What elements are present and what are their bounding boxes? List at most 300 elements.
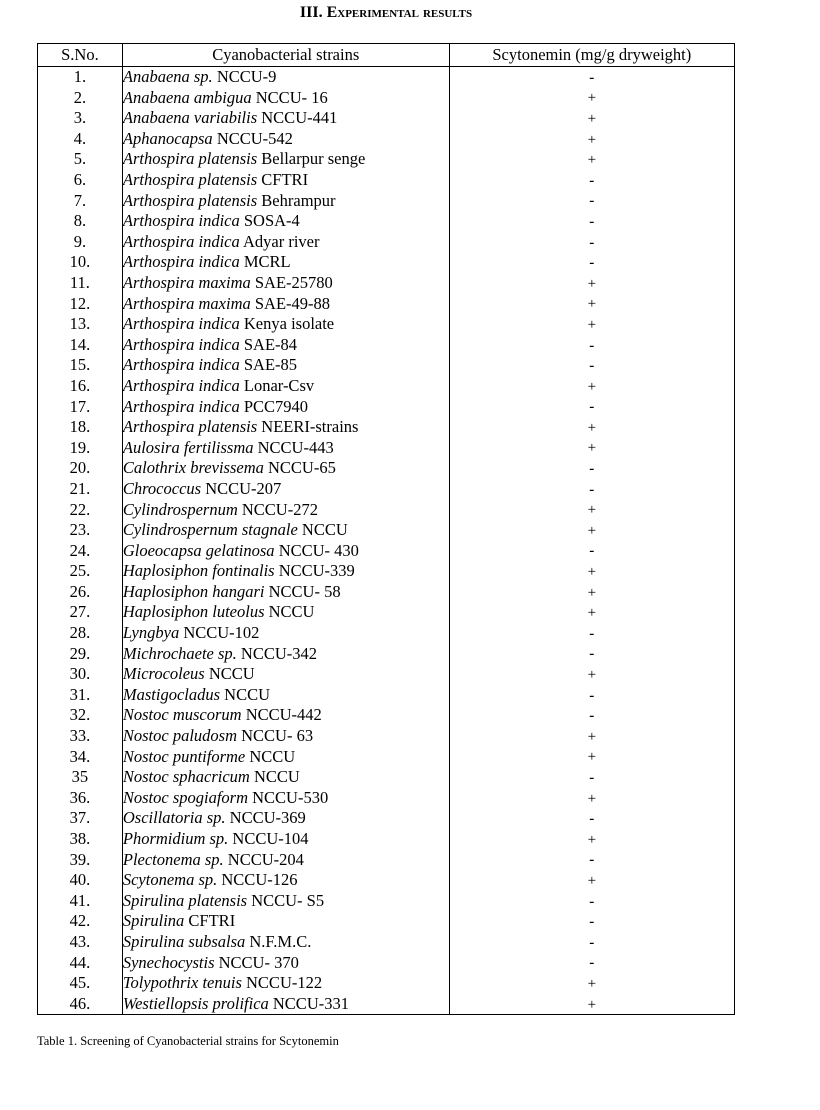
strain-identifier: NCCU-443 bbox=[253, 437, 334, 457]
positive-result: + bbox=[587, 996, 597, 1013]
row-sno: 6. bbox=[38, 170, 123, 191]
strain-identifier: NCCU-102 bbox=[179, 623, 260, 643]
negative-result: - bbox=[589, 687, 595, 704]
row-sno: 41. bbox=[38, 891, 123, 912]
row-strain bbox=[122, 499, 449, 520]
strain-identifier: NCCU-126 bbox=[217, 870, 298, 890]
row-strain bbox=[122, 170, 449, 191]
negative-result: - bbox=[589, 625, 595, 642]
table-row bbox=[38, 273, 735, 294]
row-strain bbox=[122, 705, 449, 726]
positive-result: + bbox=[587, 728, 597, 745]
row-sno: 43. bbox=[38, 932, 123, 953]
table-row bbox=[38, 499, 735, 520]
table-row bbox=[38, 191, 735, 212]
row-strain bbox=[122, 726, 449, 747]
strain-identifier: NCCU- 63 bbox=[237, 726, 314, 746]
positive-result: + bbox=[587, 790, 597, 807]
positive-result: + bbox=[587, 522, 597, 539]
row-scytonemin-result bbox=[449, 561, 734, 582]
row-sno: 24. bbox=[38, 541, 123, 562]
table-row bbox=[38, 479, 735, 500]
strain-species-name: Arthospira maxima bbox=[122, 272, 251, 292]
table-row bbox=[38, 397, 735, 418]
positive-result: + bbox=[587, 296, 597, 313]
strain-identifier: NCCU bbox=[297, 520, 348, 540]
row-strain bbox=[122, 479, 449, 500]
table-row bbox=[38, 973, 735, 994]
table-header-row bbox=[38, 44, 735, 67]
row-strain bbox=[122, 623, 449, 644]
negative-result: - bbox=[589, 893, 595, 910]
negative-result: - bbox=[589, 708, 595, 725]
row-strain bbox=[122, 88, 449, 109]
table-row bbox=[38, 252, 735, 273]
strain-species-name: Spirulina bbox=[122, 911, 185, 931]
table-row bbox=[38, 294, 735, 315]
strain-species-name: Gloeocapsa gelatinosa bbox=[122, 540, 275, 560]
row-scytonemin-result bbox=[449, 891, 734, 912]
table-row bbox=[38, 932, 735, 953]
row-strain bbox=[122, 252, 449, 273]
row-scytonemin-result bbox=[449, 726, 734, 747]
negative-result: - bbox=[589, 213, 595, 230]
row-sno: 35 bbox=[38, 767, 123, 788]
negative-result: - bbox=[589, 193, 595, 210]
positive-result: + bbox=[587, 872, 597, 889]
table-body bbox=[38, 67, 735, 1015]
row-scytonemin-result bbox=[449, 582, 734, 603]
table-row bbox=[38, 788, 735, 809]
strain-species-name: Lyngbya bbox=[122, 623, 180, 643]
strain-species-name: Synechocystis bbox=[122, 952, 215, 972]
row-scytonemin-result bbox=[449, 67, 734, 88]
strain-species-name: Arthospira indica bbox=[122, 334, 240, 354]
row-scytonemin-result bbox=[449, 191, 734, 212]
table-row bbox=[38, 829, 735, 850]
table-row bbox=[38, 458, 735, 479]
row-scytonemin-result bbox=[449, 664, 734, 685]
row-scytonemin-result bbox=[449, 499, 734, 520]
row-strain bbox=[122, 891, 449, 912]
table-row bbox=[38, 376, 735, 397]
row-strain bbox=[122, 335, 449, 356]
strain-species-name: Spirulina subsalsa bbox=[122, 931, 246, 951]
header-scytonemin: Scytonemin (mg/g dryweight) bbox=[449, 44, 734, 67]
strain-identifier: NCCU-542 bbox=[212, 128, 293, 148]
row-sno: 44. bbox=[38, 953, 123, 974]
row-scytonemin-result bbox=[449, 170, 734, 191]
row-sno: 12. bbox=[38, 294, 123, 315]
strain-species-name: Arthospira platensis bbox=[122, 149, 258, 169]
row-strain bbox=[122, 767, 449, 788]
strain-identifier: NCCU-442 bbox=[241, 705, 322, 725]
strain-species-name: Oscillatoria sp. bbox=[122, 808, 226, 828]
table-row bbox=[38, 685, 735, 706]
row-sno: 23. bbox=[38, 520, 123, 541]
strain-species-name: Microcoleus bbox=[122, 664, 205, 684]
strain-identifier: Behrampur bbox=[257, 190, 336, 210]
table-row bbox=[38, 891, 735, 912]
row-strain bbox=[122, 67, 449, 88]
row-sno: 26. bbox=[38, 582, 123, 603]
row-sno: 36. bbox=[38, 788, 123, 809]
positive-result: + bbox=[587, 316, 597, 333]
negative-result: - bbox=[589, 955, 595, 972]
strain-species-name: Nostoc sphacricum bbox=[122, 767, 250, 787]
strain-identifier: NCCU-331 bbox=[268, 993, 349, 1013]
negative-result: - bbox=[589, 769, 595, 786]
row-sno: 30. bbox=[38, 664, 123, 685]
negative-result: - bbox=[589, 69, 595, 86]
row-strain bbox=[122, 644, 449, 665]
strain-species-name: Nostoc spogiaform bbox=[122, 787, 248, 807]
row-scytonemin-result bbox=[449, 767, 734, 788]
strain-species-name: Anabaena sp. bbox=[122, 67, 213, 87]
row-strain bbox=[122, 314, 449, 335]
row-sno: 9. bbox=[38, 232, 123, 253]
positive-result: + bbox=[587, 584, 597, 601]
row-scytonemin-result bbox=[449, 994, 734, 1015]
row-strain bbox=[122, 417, 449, 438]
strain-species-name: Arthospira platensis bbox=[122, 170, 258, 190]
table-row bbox=[38, 953, 735, 974]
negative-result: - bbox=[589, 934, 595, 951]
row-sno: 8. bbox=[38, 211, 123, 232]
table-row bbox=[38, 623, 735, 644]
table-row bbox=[38, 417, 735, 438]
strain-identifier: NCCU bbox=[264, 602, 315, 622]
row-strain bbox=[122, 211, 449, 232]
strain-species-name: Arthospira indica bbox=[122, 231, 240, 251]
strain-species-name: Cylindrospernum bbox=[122, 499, 238, 519]
negative-result: - bbox=[589, 461, 595, 478]
strain-identifier: NCCU bbox=[245, 746, 296, 766]
row-scytonemin-result bbox=[449, 129, 734, 150]
row-strain bbox=[122, 973, 449, 994]
table-row bbox=[38, 808, 735, 829]
positive-result: + bbox=[587, 378, 597, 395]
table-row bbox=[38, 664, 735, 685]
row-scytonemin-result bbox=[449, 747, 734, 768]
positive-result: + bbox=[587, 419, 597, 436]
table-row bbox=[38, 767, 735, 788]
strain-species-name: Anabaena variabilis bbox=[122, 108, 258, 128]
row-scytonemin-result bbox=[449, 252, 734, 273]
strain-identifier: NCCU-204 bbox=[223, 849, 304, 869]
row-scytonemin-result bbox=[449, 438, 734, 459]
table-row bbox=[38, 520, 735, 541]
positive-result: + bbox=[587, 275, 597, 292]
strain-identifier: NCCU bbox=[249, 767, 300, 787]
row-scytonemin-result bbox=[449, 108, 734, 129]
negative-result: - bbox=[589, 234, 595, 251]
strain-identifier: NCCU- 430 bbox=[274, 540, 359, 560]
header-strain: Cyanobacterial strains bbox=[122, 44, 449, 67]
negative-result: - bbox=[589, 481, 595, 498]
strain-identifier: NCCU-530 bbox=[248, 787, 329, 807]
row-strain bbox=[122, 376, 449, 397]
row-scytonemin-result bbox=[449, 829, 734, 850]
row-scytonemin-result bbox=[449, 479, 734, 500]
row-sno: 21. bbox=[38, 479, 123, 500]
strain-identifier: Adyar river bbox=[239, 231, 320, 251]
row-strain bbox=[122, 602, 449, 623]
table-row bbox=[38, 911, 735, 932]
row-strain bbox=[122, 953, 449, 974]
negative-result: - bbox=[589, 811, 595, 828]
row-strain bbox=[122, 994, 449, 1015]
positive-result: + bbox=[587, 440, 597, 457]
row-scytonemin-result bbox=[449, 788, 734, 809]
table-row bbox=[38, 314, 735, 335]
positive-result: + bbox=[587, 110, 597, 127]
row-sno: 16. bbox=[38, 376, 123, 397]
row-scytonemin-result bbox=[449, 294, 734, 315]
strain-identifier: Lonar-Csv bbox=[239, 375, 315, 395]
strain-species-name: Aulosira fertilissma bbox=[122, 437, 254, 457]
row-sno: 18. bbox=[38, 417, 123, 438]
row-sno: 10. bbox=[38, 252, 123, 273]
row-sno: 34. bbox=[38, 747, 123, 768]
row-strain bbox=[122, 397, 449, 418]
row-scytonemin-result bbox=[449, 335, 734, 356]
row-strain bbox=[122, 911, 449, 932]
strain-species-name: Westiellopsis prolifica bbox=[122, 993, 269, 1013]
row-strain bbox=[122, 747, 449, 768]
row-strain bbox=[122, 355, 449, 376]
table-row bbox=[38, 602, 735, 623]
table-row bbox=[38, 705, 735, 726]
row-scytonemin-result bbox=[449, 911, 734, 932]
section-title: III. Experimental results bbox=[299, 4, 473, 21]
row-sno: 15. bbox=[38, 355, 123, 376]
strain-identifier: NCCU-342 bbox=[236, 643, 318, 663]
positive-result: + bbox=[587, 564, 597, 581]
row-strain bbox=[122, 438, 449, 459]
negative-result: - bbox=[589, 914, 595, 931]
row-scytonemin-result bbox=[449, 211, 734, 232]
header-sno: S.No. bbox=[38, 44, 123, 67]
strain-identifier: NCCU-9 bbox=[212, 67, 277, 87]
strain-species-name: Arthospira indica bbox=[122, 396, 240, 416]
strain-identifier: Bellarpur senge bbox=[257, 149, 366, 169]
row-scytonemin-result bbox=[449, 644, 734, 665]
strain-species-name: Scytonema sp. bbox=[122, 870, 218, 890]
strain-identifier: CFTRI bbox=[184, 911, 236, 931]
row-sno: 38. bbox=[38, 829, 123, 850]
positive-result: + bbox=[587, 90, 597, 107]
row-sno: 13. bbox=[38, 314, 123, 335]
strain-identifier: NCCU-207 bbox=[201, 478, 282, 498]
row-strain bbox=[122, 829, 449, 850]
strain-species-name: Plectonema sp. bbox=[122, 849, 224, 869]
strain-identifier: SAE-85 bbox=[239, 355, 298, 375]
row-scytonemin-result bbox=[449, 870, 734, 891]
row-sno: 37. bbox=[38, 808, 123, 829]
strain-species-name: Anabaena ambigua bbox=[122, 87, 252, 107]
table-row bbox=[38, 994, 735, 1015]
negative-result: - bbox=[589, 255, 595, 272]
row-sno: 14. bbox=[38, 335, 123, 356]
row-strain bbox=[122, 108, 449, 129]
row-scytonemin-result bbox=[449, 602, 734, 623]
strain-identifier: PCC7940 bbox=[239, 396, 309, 416]
row-sno: 11. bbox=[38, 273, 123, 294]
strain-identifier: CFTRI bbox=[257, 170, 309, 190]
strain-identifier: NCCU-65 bbox=[263, 458, 336, 478]
row-scytonemin-result bbox=[449, 417, 734, 438]
strain-species-name: Phormidium sp. bbox=[122, 829, 229, 849]
row-strain bbox=[122, 191, 449, 212]
strain-species-name: Nostoc puntiforme bbox=[122, 746, 246, 766]
table-caption: Table 1. Screening of Cyanobacterial strains for Scytonemin bbox=[37, 1034, 339, 1048]
row-sno: 7. bbox=[38, 191, 123, 212]
table-row bbox=[38, 582, 735, 603]
table-row bbox=[38, 561, 735, 582]
row-scytonemin-result bbox=[449, 232, 734, 253]
strain-identifier: NCCU- 370 bbox=[214, 952, 299, 972]
strain-species-name: Nostoc muscorum bbox=[122, 705, 242, 725]
strain-species-name: Cylindrospernum stagnale bbox=[122, 520, 298, 540]
positive-result: + bbox=[587, 131, 597, 148]
table-row bbox=[38, 850, 735, 871]
negative-result: - bbox=[589, 172, 595, 189]
row-scytonemin-result bbox=[449, 273, 734, 294]
strain-identifier: NCCU-339 bbox=[274, 561, 355, 581]
negative-result: - bbox=[589, 399, 595, 416]
table-row bbox=[38, 232, 735, 253]
strain-species-name: Arthospira indica bbox=[122, 252, 240, 272]
strain-identifier: NCCU- 58 bbox=[264, 581, 341, 601]
row-strain bbox=[122, 870, 449, 891]
strain-species-name: Chrococcus bbox=[122, 478, 202, 498]
strain-identifier: SAE-49-88 bbox=[250, 293, 331, 313]
strain-species-name: Arthospira indica bbox=[122, 375, 240, 395]
row-sno: 29. bbox=[38, 644, 123, 665]
row-strain bbox=[122, 232, 449, 253]
row-scytonemin-result bbox=[449, 850, 734, 871]
strain-identifier: Kenya isolate bbox=[239, 314, 335, 334]
strain-identifier: NCCU-272 bbox=[237, 499, 318, 519]
row-sno: 2. bbox=[38, 88, 123, 109]
row-sno: 5. bbox=[38, 149, 123, 170]
strain-identifier: NCCU- 16 bbox=[251, 87, 328, 107]
negative-result: - bbox=[589, 337, 595, 354]
positive-result: + bbox=[587, 831, 597, 848]
table-row bbox=[38, 170, 735, 191]
row-strain bbox=[122, 685, 449, 706]
row-strain bbox=[122, 932, 449, 953]
strain-identifier: SAE-84 bbox=[239, 334, 298, 354]
row-sno: 40. bbox=[38, 870, 123, 891]
row-sno: 1. bbox=[38, 67, 123, 88]
row-sno: 42. bbox=[38, 911, 123, 932]
row-strain bbox=[122, 149, 449, 170]
strain-species-name: Arthospira maxima bbox=[122, 293, 251, 313]
row-scytonemin-result bbox=[449, 541, 734, 562]
row-sno: 33. bbox=[38, 726, 123, 747]
row-strain bbox=[122, 458, 449, 479]
row-strain bbox=[122, 129, 449, 150]
row-sno: 31. bbox=[38, 685, 123, 706]
table-row bbox=[38, 129, 735, 150]
row-sno: 39. bbox=[38, 850, 123, 871]
row-scytonemin-result bbox=[449, 973, 734, 994]
row-strain bbox=[122, 561, 449, 582]
strain-identifier: NCCU- S5 bbox=[247, 890, 325, 910]
row-scytonemin-result bbox=[449, 149, 734, 170]
row-sno: 19. bbox=[38, 438, 123, 459]
row-strain bbox=[122, 788, 449, 809]
table-row bbox=[38, 541, 735, 562]
table-row bbox=[38, 870, 735, 891]
row-scytonemin-result bbox=[449, 705, 734, 726]
positive-result: + bbox=[587, 502, 597, 519]
row-scytonemin-result bbox=[449, 397, 734, 418]
strain-species-name: Haplosiphon hangari bbox=[122, 581, 265, 601]
strain-species-name: Calothrix brevissema bbox=[122, 458, 264, 478]
table-row bbox=[38, 211, 735, 232]
strain-species-name: Haplosiphon luteolus bbox=[122, 602, 265, 622]
table-row bbox=[38, 108, 735, 129]
strain-species-name: Arthospira indica bbox=[122, 314, 240, 334]
strain-species-name: Spirulina platensis bbox=[122, 890, 248, 910]
row-scytonemin-result bbox=[449, 458, 734, 479]
strain-identifier: NCCU-369 bbox=[225, 808, 306, 828]
strain-identifier: NCCU-104 bbox=[228, 829, 309, 849]
row-sno: 45. bbox=[38, 973, 123, 994]
negative-result: - bbox=[589, 852, 595, 869]
strain-identifier: NEERI-strains bbox=[257, 417, 359, 437]
row-strain bbox=[122, 582, 449, 603]
row-strain bbox=[122, 520, 449, 541]
strain-species-name: Arthospira platensis bbox=[122, 190, 258, 210]
row-sno: 22. bbox=[38, 499, 123, 520]
negative-result: - bbox=[589, 358, 595, 375]
row-scytonemin-result bbox=[449, 685, 734, 706]
row-scytonemin-result bbox=[449, 355, 734, 376]
strain-species-name: Haplosiphon fontinalis bbox=[122, 561, 275, 581]
row-scytonemin-result bbox=[449, 376, 734, 397]
positive-result: + bbox=[587, 605, 597, 622]
row-strain bbox=[122, 850, 449, 871]
table-row bbox=[38, 726, 735, 747]
strain-identifier: SOSA-4 bbox=[239, 211, 300, 231]
row-sno: 3. bbox=[38, 108, 123, 129]
strain-species-name: Nostoc paludosm bbox=[122, 726, 237, 746]
table-row bbox=[38, 644, 735, 665]
row-sno: 20. bbox=[38, 458, 123, 479]
strain-species-name: Arthospira indica bbox=[122, 355, 240, 375]
row-strain bbox=[122, 808, 449, 829]
scytonemin-screening-table bbox=[37, 43, 735, 1015]
strain-identifier: NCCU bbox=[220, 684, 270, 704]
row-scytonemin-result bbox=[449, 953, 734, 974]
row-strain bbox=[122, 664, 449, 685]
table-row bbox=[38, 438, 735, 459]
row-sno: 25. bbox=[38, 561, 123, 582]
table-row bbox=[38, 747, 735, 768]
row-scytonemin-result bbox=[449, 314, 734, 335]
strain-species-name: Aphanocapsa bbox=[122, 128, 213, 148]
table-row bbox=[38, 355, 735, 376]
strain-species-name: Arthospira platensis bbox=[122, 417, 258, 437]
row-strain bbox=[122, 273, 449, 294]
row-scytonemin-result bbox=[449, 623, 734, 644]
positive-result: + bbox=[587, 152, 597, 169]
row-sno: 4. bbox=[38, 129, 123, 150]
